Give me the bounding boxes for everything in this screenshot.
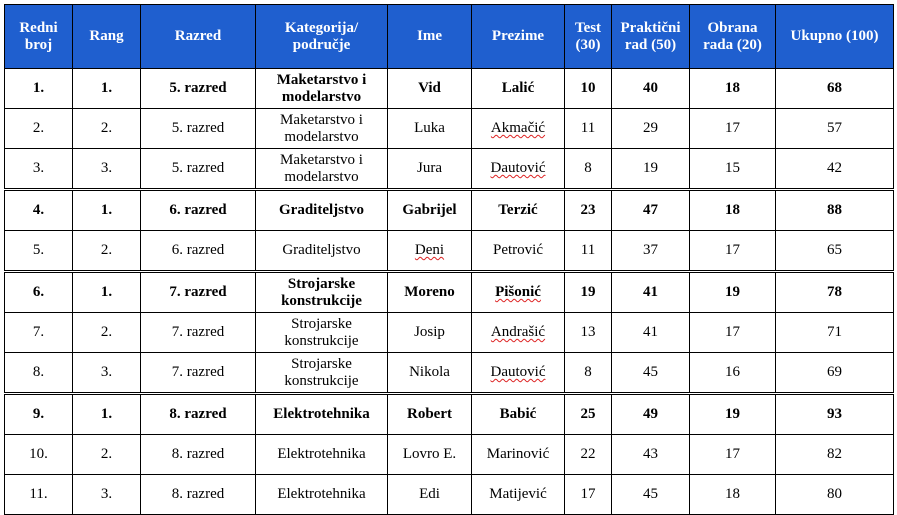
cell-ukupno [776,69,894,109]
cell-kategorija [256,231,388,272]
cell-prezime-text: Lalić [501,80,535,96]
cell-ukupno [776,353,894,394]
col-header-test: Test (30) [565,5,612,69]
cell-prakticni-text: 37 [643,242,658,258]
cell-test-text: 23 [580,202,596,218]
cell-redni-text: 3. [32,160,45,176]
table-row [5,109,894,149]
cell-prakticni [612,109,690,149]
cell-razred [141,394,256,435]
cell-redni [5,313,73,353]
cell-kategorija-text: Maketarstvo i modelarstvo [280,151,363,185]
cell-kategorija-text: Maketarstvo i modelarstvo [280,111,363,145]
header-row [5,5,894,69]
cell-redni-text: 2. [32,120,45,136]
cell-test [565,231,612,272]
cell-prezime [472,475,565,515]
cell-prezime-text: Pišonić [495,284,541,300]
cell-prakticni [612,435,690,475]
col-header-obrana-rada: Obrana rada (20) [690,5,776,69]
cell-obrana [690,149,776,190]
cell-redni-text: 1. [32,80,45,96]
cell-prezime [472,190,565,231]
cell-obrana [690,190,776,231]
cell-ukupno [776,435,894,475]
cell-rang-text: 3. [100,364,113,380]
cell-obrana-text: 17 [725,446,740,462]
cell-kategorija-text: Elektrotehnika [277,486,366,502]
cell-rang-text: 1. [100,202,113,218]
cell-razred-text: 8. razred [171,486,225,502]
cell-prakticni-text: 40 [643,80,658,96]
cell-redni-text: 8. [32,364,45,380]
cell-prakticni [612,149,690,190]
cell-prakticni [612,272,690,313]
cell-kategorija-text: Maketarstvo i modelarstvo [276,71,367,105]
cell-redni [5,109,73,149]
cell-prakticni-text: 43 [643,446,658,462]
cell-ukupno-text: 88 [827,202,842,218]
cell-obrana-text: 15 [725,160,740,176]
cell-ukupno [776,272,894,313]
cell-ukupno-text: 68 [827,80,842,96]
cell-obrana [690,435,776,475]
cell-redni-text: 10. [29,446,48,462]
cell-redni [5,149,73,190]
cell-razred-text: 6. razred [171,242,225,258]
cell-test [565,272,612,313]
cell-ime [388,394,472,435]
cell-rang-text: 3. [100,160,113,176]
table-row [5,190,894,231]
cell-prakticni-text: 49 [643,406,658,422]
cell-test [565,435,612,475]
table-row [5,435,894,475]
cell-redni [5,353,73,394]
cell-ime [388,353,472,394]
cell-ime [388,272,472,313]
cell-ime-text: Edi [419,486,440,502]
cell-ime [388,475,472,515]
cell-razred [141,353,256,394]
cell-rang-text: 2. [100,242,113,258]
cell-test-text: 17 [580,486,596,502]
table-body [5,69,894,515]
cell-obrana-text: 17 [725,120,740,136]
cell-test-text: 10 [580,80,596,96]
cell-obrana-text: 19 [725,284,740,300]
cell-ime-text: Luka [414,120,445,136]
cell-rang [73,475,141,515]
col-header-razred: Razred [141,5,256,69]
cell-test-text: 13 [580,324,596,340]
table-row [5,475,894,515]
cell-prezime-text: Dautović [490,160,546,176]
cell-redni-text: 6. [32,284,45,300]
cell-razred-text: 8. razred [171,446,225,462]
cell-test [565,475,612,515]
col-header-ime: Ime [388,5,472,69]
cell-test [565,353,612,394]
cell-ukupno [776,394,894,435]
cell-test [565,149,612,190]
cell-rang-text: 1. [100,80,113,96]
cell-test [565,69,612,109]
results-table [4,4,894,515]
cell-prakticni [612,394,690,435]
cell-kategorija [256,109,388,149]
cell-test [565,394,612,435]
cell-test [565,190,612,231]
cell-ukupno-text: 69 [827,364,842,380]
cell-rang [73,394,141,435]
cell-razred [141,190,256,231]
table-row [5,272,894,313]
cell-ukupno-text: 71 [827,324,842,340]
cell-kategorija-text: Strojarske konstrukcije [284,315,359,349]
cell-prakticni [612,353,690,394]
cell-rang [73,149,141,190]
cell-kategorija-text: Strojarske konstrukcije [284,355,359,389]
cell-prakticni [612,190,690,231]
cell-kategorija [256,313,388,353]
cell-ime-text: Robert [407,406,452,422]
cell-redni-text: 11. [29,486,48,502]
cell-prezime [472,69,565,109]
cell-ime [388,435,472,475]
cell-rang [73,435,141,475]
cell-prezime [472,435,565,475]
cell-test-text: 11 [580,242,596,258]
col-header-rang: Rang [73,5,141,69]
cell-prakticni [612,69,690,109]
cell-obrana [690,313,776,353]
cell-razred [141,231,256,272]
cell-obrana [690,475,776,515]
cell-ukupno-text: 65 [827,242,842,258]
cell-razred-text: 6. razred [169,202,227,218]
cell-obrana-text: 19 [725,406,740,422]
cell-redni-text: 4. [32,202,45,218]
cell-obrana-text: 17 [725,324,740,340]
cell-razred-text: 7. razred [171,364,225,380]
cell-razred [141,69,256,109]
col-header-redni-broj: Redni broj [5,5,73,69]
cell-prakticni-text: 29 [643,120,658,136]
cell-rang-text: 2. [100,446,113,462]
cell-redni-text: 5. [32,242,45,258]
cell-test [565,109,612,149]
cell-ukupno-text: 42 [827,160,842,176]
cell-kategorija [256,149,388,190]
cell-test-text: 8 [584,364,592,380]
cell-obrana-text: 18 [725,80,740,96]
cell-redni [5,231,73,272]
cell-prezime-text: Matijević [489,486,547,502]
cell-kategorija-text: Graditeljstvo [282,242,361,258]
cell-razred-text: 7. razred [171,324,225,340]
cell-ime [388,149,472,190]
cell-ukupno-text: 80 [827,486,842,502]
cell-redni [5,435,73,475]
cell-ime-text: Nikola [409,364,450,380]
cell-razred-text: 5. razred [171,160,225,176]
cell-prezime-text: Babić [499,406,537,422]
cell-prezime [472,109,565,149]
cell-rang [73,109,141,149]
cell-rang [73,353,141,394]
cell-rang-text: 2. [100,324,113,340]
cell-prezime-text: Petrović [493,242,543,258]
cell-test-text: 19 [580,284,596,300]
cell-ukupno-text: 57 [827,120,842,136]
cell-kategorija-text: Strojarske konstrukcije [281,275,362,309]
cell-obrana [690,353,776,394]
cell-obrana [690,69,776,109]
cell-kategorija [256,190,388,231]
cell-redni [5,475,73,515]
cell-prakticni-text: 19 [643,160,658,176]
cell-kategorija [256,353,388,394]
cell-obrana-text: 18 [725,202,740,218]
cell-kategorija-text: Elektrotehnika [273,406,370,422]
cell-razred-text: 8. razred [169,406,227,422]
cell-ukupno-text: 78 [827,284,842,300]
cell-prezime-text: Terzić [498,202,538,218]
cell-prakticni [612,313,690,353]
cell-redni-text: 9. [32,406,45,422]
cell-kategorija [256,272,388,313]
cell-ukupno [776,231,894,272]
cell-prezime [472,272,565,313]
cell-test-text: 8 [584,160,592,176]
cell-ime-text: Moreno [404,284,455,300]
cell-rang [73,69,141,109]
cell-ime [388,190,472,231]
cell-test-text: 11 [580,120,596,136]
table-row [5,313,894,353]
cell-rang-text: 3. [100,486,113,502]
cell-razred-text: 5. razred [171,120,225,136]
cell-obrana [690,231,776,272]
cell-prezime-text: Andrašić [490,324,546,340]
col-header-prezime: Prezime [472,5,565,69]
cell-prakticni [612,475,690,515]
cell-razred [141,272,256,313]
cell-ime-text: Josip [414,324,445,340]
cell-ukupno [776,109,894,149]
cell-ime-text: Deni [414,242,445,258]
table-row [5,149,894,190]
cell-ime [388,109,472,149]
table-row [5,353,894,394]
col-header-kategorija: Kategorija/ područje [256,5,388,69]
col-header-ukupno: Ukupno (100) [776,5,894,69]
cell-prakticni-text: 41 [643,324,658,340]
cell-razred [141,475,256,515]
cell-redni [5,394,73,435]
cell-kategorija-text: Graditeljstvo [279,202,364,218]
cell-prezime-text: Akmačić [490,120,546,136]
cell-rang [73,190,141,231]
cell-ukupno-text: 93 [827,406,842,422]
cell-prakticni-text: 45 [643,364,658,380]
cell-razred [141,435,256,475]
cell-prezime-text: Dautović [490,364,546,380]
cell-kategorija [256,394,388,435]
cell-rang [73,272,141,313]
cell-kategorija [256,475,388,515]
cell-test-text: 25 [580,406,596,422]
cell-redni [5,69,73,109]
cell-rang [73,231,141,272]
cell-obrana-text: 17 [725,242,740,258]
cell-prezime [472,353,565,394]
cell-ime [388,69,472,109]
cell-obrana [690,109,776,149]
cell-ukupno [776,149,894,190]
cell-ukupno [776,190,894,231]
cell-ukupno-text: 82 [827,446,842,462]
cell-obrana [690,394,776,435]
cell-kategorija-text: Elektrotehnika [277,446,366,462]
table-row [5,394,894,435]
cell-ime-text: Gabrijel [402,202,457,218]
cell-redni [5,190,73,231]
cell-prakticni-text: 41 [643,284,658,300]
cell-rang-text: 1. [100,406,113,422]
cell-obrana-text: 16 [725,364,740,380]
cell-prakticni-text: 45 [643,486,658,502]
cell-ime [388,313,472,353]
table-row [5,69,894,109]
cell-ime-text: Lovro E. [402,446,457,462]
cell-prezime-text: Marinović [486,446,550,462]
cell-test [565,313,612,353]
cell-rang [73,313,141,353]
cell-ukupno [776,475,894,515]
cell-kategorija [256,435,388,475]
cell-prezime [472,313,565,353]
cell-razred-text: 7. razred [169,284,227,300]
cell-razred [141,109,256,149]
cell-rang-text: 2. [100,120,113,136]
cell-razred [141,313,256,353]
cell-ime [388,231,472,272]
cell-ime-text: Vid [418,80,441,96]
cell-redni-text: 7. [32,324,45,340]
cell-obrana [690,272,776,313]
cell-prezime [472,394,565,435]
cell-obrana-text: 18 [725,486,740,502]
cell-razred-text: 5. razred [169,80,227,96]
cell-prakticni-text: 47 [643,202,658,218]
cell-redni [5,272,73,313]
cell-ukupno [776,313,894,353]
col-header-prakticni-rad: Praktični rad (50) [612,5,690,69]
cell-prezime [472,149,565,190]
cell-prakticni [612,231,690,272]
cell-kategorija [256,69,388,109]
cell-prezime [472,231,565,272]
cell-test-text: 22 [580,446,596,462]
table-row [5,231,894,272]
cell-rang-text: 1. [100,284,113,300]
cell-ime-text: Jura [417,160,442,176]
cell-razred [141,149,256,190]
